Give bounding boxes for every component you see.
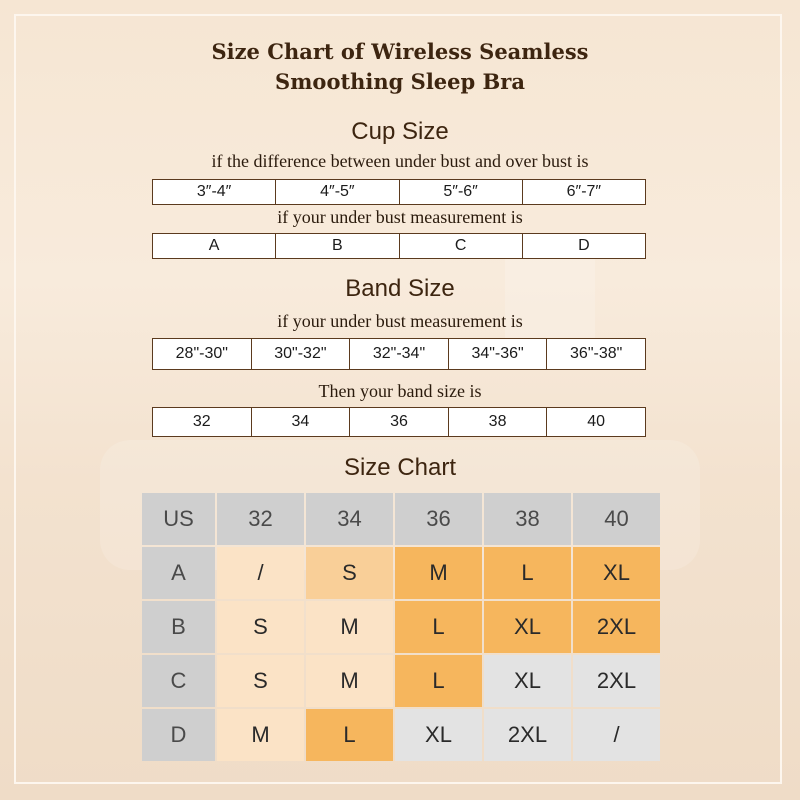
size-chart-cell: 2XL: [484, 709, 571, 761]
cup-letter-cell: B: [276, 234, 399, 258]
cup-letter-row: [152, 233, 646, 259]
size-chart-header-cell: 34: [306, 493, 393, 545]
cup-letter-cell: A: [153, 234, 276, 258]
size-chart-cell: L: [484, 547, 571, 599]
size-chart-header-cell: 38: [484, 493, 571, 545]
size-chart-cup-label: B: [142, 601, 215, 653]
size-chart-header-cell: US: [142, 493, 215, 545]
band-range-cell: 30"-32": [252, 339, 351, 369]
cup-letter-cell: C: [400, 234, 523, 258]
cup-difference-cell: 6″-7″: [566, 183, 602, 200]
size-chart-cell: M: [306, 601, 393, 653]
size-chart-header-cell: 32: [217, 493, 304, 545]
cup-difference-cell: 4″-5″: [276, 180, 399, 204]
band-size-row: [152, 407, 646, 437]
size-chart-cell: XL: [573, 547, 660, 599]
band-range-cell: 36"-38": [570, 345, 623, 362]
size-chart-heading: Size Chart: [343, 454, 457, 481]
band-range-cell: 32"-34": [350, 339, 449, 369]
size-chart-cell: S: [306, 547, 393, 599]
size-chart-cell: 2XL: [573, 655, 660, 707]
size-chart-header-cell: 40: [573, 493, 660, 545]
band-size-cell: 36: [350, 408, 449, 436]
size-chart-cell: 2XL: [573, 601, 660, 653]
band-size-cell: 32: [153, 408, 252, 436]
size-chart-table: [142, 493, 660, 761]
size-chart-cell: M: [395, 547, 482, 599]
size-chart-cup-label: D: [142, 709, 215, 761]
band-size-cell: 38: [449, 408, 548, 436]
page-title-line-2: Smoothing Sleep Bra: [275, 69, 525, 94]
size-chart-cell: L: [395, 655, 482, 707]
cup-measurement-caption: if your under bust measurement is: [277, 207, 523, 227]
band-size-cell: 40: [587, 413, 606, 430]
band-range-row: [152, 338, 646, 370]
size-chart-cell: M: [306, 655, 393, 707]
band-measurement-caption: if your under bust measurement is: [277, 311, 523, 331]
band-size-heading: Band Size: [345, 275, 455, 302]
size-chart-cup-label: A: [142, 547, 215, 599]
size-chart-cell: /: [217, 547, 304, 599]
size-chart-header-cell: 36: [395, 493, 482, 545]
size-chart-cell: XL: [395, 709, 482, 761]
cup-difference-caption: if the difference between under bust and over bust is: [211, 151, 589, 171]
band-size-cell: 34: [252, 408, 351, 436]
page-title-line-1: Size Chart of Wireless Seamless: [211, 39, 589, 64]
cup-size-heading: Cup Size: [351, 118, 449, 145]
cup-difference-cell: 5″-6″: [400, 180, 523, 204]
cup-difference-cell: 3″-4″: [153, 180, 276, 204]
band-range-cell: 34"-36": [449, 339, 548, 369]
cup-difference-row: [152, 179, 646, 205]
size-chart-cell: S: [217, 655, 304, 707]
size-chart-cup-label: C: [142, 655, 215, 707]
cup-letter-cell: D: [578, 237, 590, 254]
size-chart-cell: L: [395, 601, 482, 653]
size-chart-cell: S: [217, 601, 304, 653]
band-range-cell: 28"-30": [153, 339, 252, 369]
size-chart-cell: XL: [484, 655, 571, 707]
band-result-caption: Then your band size is: [318, 381, 482, 401]
size-chart-cell: L: [306, 709, 393, 761]
size-chart-cell: /: [573, 709, 660, 761]
size-chart-cell: XL: [484, 601, 571, 653]
size-chart-cell: M: [217, 709, 304, 761]
